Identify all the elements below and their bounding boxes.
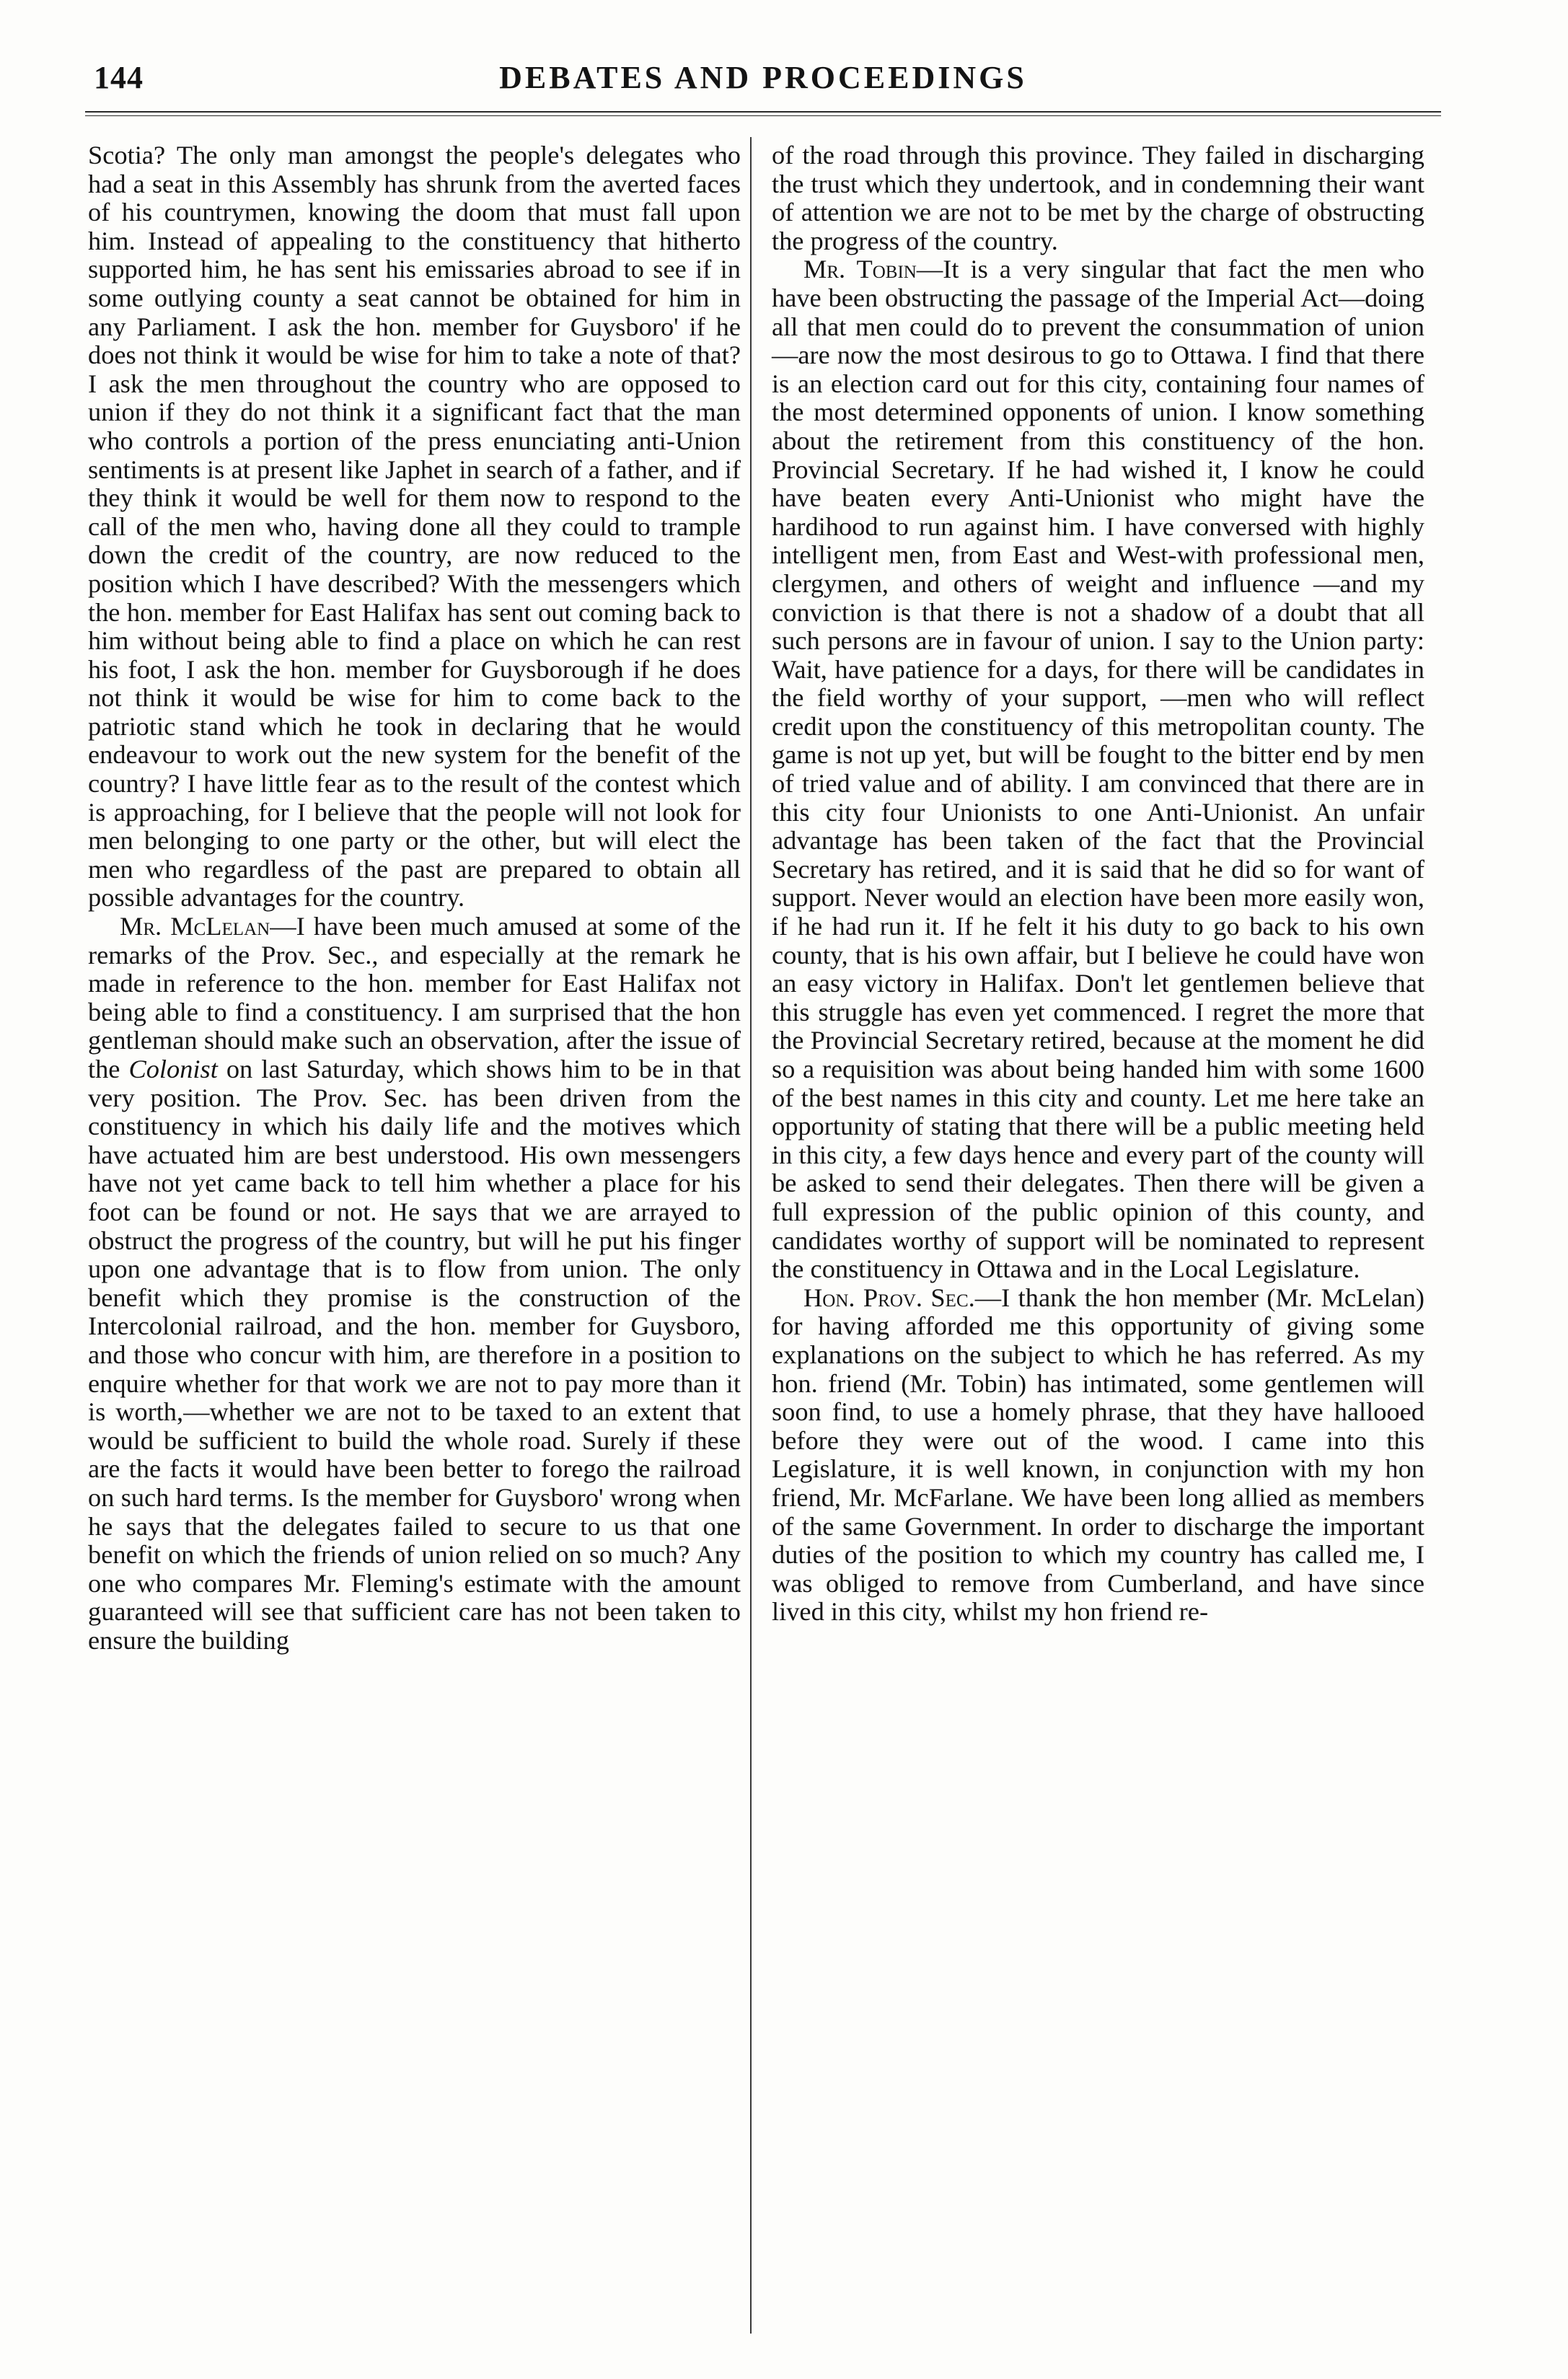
paragraph-mclelan — [88, 913, 741, 1655]
left-column — [88, 141, 741, 1655]
running-header — [85, 56, 1441, 102]
right-column — [772, 141, 1424, 1627]
column-divider — [750, 137, 752, 2334]
header-rule — [85, 111, 1441, 116]
newspaper-title: Colonist — [128, 1055, 218, 1083]
running-title: DEBATES AND PROCEEDINGS — [499, 60, 1027, 95]
speech-text: —I have been much amused at some of the remarks of the Prov. Sec., and especially at the remark he made in reference to the hon. member for East Halifax not being able to find a constituency. I am surprised that the hon gentleman should make such an observation, after the issue of the — [88, 912, 741, 1083]
speaker-name: Hon. Prov. Sec. — [803, 1283, 975, 1312]
paragraph-continued: of the road through this province. They failed in discharging the trust which they undertook, and in condemning their want of attention we are not to be met by the charge of obstructing the progress of the country. — [772, 141, 1424, 255]
page-number: 144 — [94, 60, 144, 95]
paragraph-continued: Scotia? The only man amongst the people's delegates who had a seat in this Assembly has shrunk from the averted faces of his countrymen, knowing the doom that must fall upon him. Instead of appealing to the constituency that hitherto supported him, he has sent his emissaries abroad to see if in some outlying county a seat cannot be obtained for him in any Parliament. I ask the hon. member for Guysboro' if he does not think it would be wise for him to take a note of that? I ask the men throughout the country who are opposed to union if they do not think it a significant fact that the man who controls a portion of the press enunciating anti-Union sentiments is at present like Japhet in search of a father, and if they think it would be well for them now to respond to the call of the men who, having done all they could to trample down the credit of the country, are now reduced to the position which I have described? With the messengers which the hon. member for East Halifax has sent out coming back to him without being able to find a place on which he can rest his foot, I ask the hon. member for Guysborough if he does not think it would be wise for him to come back to the patriotic stand which he took in declaring that he would endeavour to work out the new system for the benefit of the country? I have little fear as to the result of the contest which is approaching, for I believe that the people will not look for men belonging to one party or the other, but will elect the men who regardless of the past are prepared to obtain all possible advantages for the country. — [88, 141, 741, 913]
speech-text: on last Saturday, which shows him to be in that very position. The Prov. Sec. has been driven from the constituency in which his daily life and the motives which have actuated him are best understood. His own messengers have not yet came back to tell him whether a place for his foot can be found or not. He says that we are arrayed to obstruct the progress of the country, but will he put his finger upon one advantage that is to flow from union. The only benefit which they promise is the construction of the Intercolonial railroad, and the hon. member for Guysboro, and those who concur with him, are therefore in a position to enquire whether for that work we are not to pay more than it is worth,—whether we are not to be taxed to an extent that would be sufficient to build the whole road. Surely if these are the facts it would have been better to forego the railroad on such hard terms. Is the member for Guysboro' wrong when he says that the delegates failed to secure to us that one benefit on which the friends of union relied on so much? Any one who compares Mr. Fleming's estimate with the amount guaranteed will see that sufficient care has not been taken to ensure the building — [88, 1055, 741, 1655]
paragraph-tobin — [772, 255, 1424, 1283]
speech-text: —It is a very singular that fact the men who have been obstructing the passage of the Imperial Act—doing all that men could do to prevent the consummation of union—are now the most desirous to go to Ottawa. I find that there is an election card out for this city, containing four names of the most determined opponents of union. I know something about the retirement from this constituency of the hon. Provincial Secretary. If he had wished it, I know he could have beaten every Anti-Unionist who might have the hardihood to run against him. I have conversed with highly intelligent men, from East and West-with professional men, clergymen, and others of weight and influence —and my conviction is that there is not a shadow of a doubt that all such persons are in favour of union. I say to the Union party: Wait, have patience for a days, for there will be candidates in the field worthy of your support, —men who will reflect credit upon the constituency of this metropolitan county. The game is not up yet, but will be fought to the bitter end by men of tried value and of ability. I am convinced that there are in this city four Unionists to one Anti-Unionist. An unfair advantage has been taken of the fact that the Provincial Secretary has retired, and it is said that he did so for want of support. Never would an election have been more easily won, if he had run it. If he felt it his duty to go back to his own county, that is his own affair, but I believe he could have won an easy victory in Halifax. Don't let gentlemen believe that this struggle has even yet commenced. I regret the more that the Provincial Secretary retired, because at the moment he did so a requisition was about being handed him with some 1600 of the best names in this city and county. Let me here take an opportunity of stating that there will be a public meeting held in this city, a few days hence and every part of the county will be asked to send their delegates. Then there will be given a full expression of the public opinion of this county, and candidates worthy of support will be nominated to represent the constituency in Ottawa and in the Local Legislature. — [772, 255, 1424, 1284]
speaker-name: Mr. Tobin — [803, 255, 917, 284]
paragraph-prov-sec — [772, 1284, 1424, 1627]
speech-text: —I thank the hon member (Mr. McLelan) for having afforded me this opportunity of giving some explanations on the subject to which he has referred. As my hon. friend (Mr. Tobin) has intimated, some gentlemen will soon find, to use a homely phrase, that they have hallooed before they were out of the wood. I came into this Legislature, it is well known, in conjunction with my hon friend, Mr. McFarlane. We have been long allied as members of the same Government. In order to discharge the important duties of the position to which my country has called me, I was obliged to remove from Cumberland, and have since lived in this city, whilst my hon friend re- — [772, 1283, 1424, 1627]
speaker-name: Mr. McLelan — [120, 912, 270, 941]
